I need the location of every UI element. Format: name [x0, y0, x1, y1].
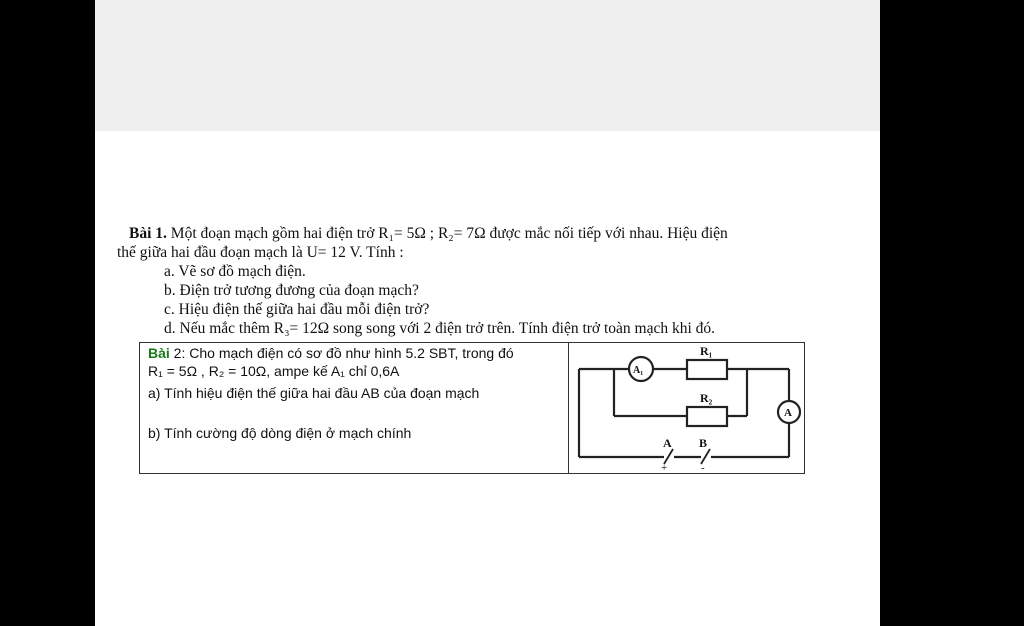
terminal-b-label: B	[699, 436, 708, 450]
exercise-1-label: Bài 1.	[129, 225, 167, 242]
exercise-1	[117, 224, 817, 338]
r1-label: R₁	[700, 344, 713, 358]
ammeter-a-label: A	[784, 407, 792, 419]
exercise-1-item-b: b. Điện trở tương đương của đoạn mạch?	[164, 282, 419, 299]
terminal-a-label: A	[663, 436, 672, 450]
minus-sign: -	[701, 462, 705, 473]
resistor-r2	[687, 407, 727, 426]
exercise-2-text	[140, 343, 569, 473]
exercise-1-item-a: a. Vẽ sơ đồ mạch điện.	[164, 263, 306, 280]
resistor-r1	[687, 360, 727, 379]
gray-header-band	[95, 0, 880, 131]
exercise-1-item-c: c. Hiệu điện thế giữa hai đầu mỗi điện trở?	[164, 301, 430, 318]
exercise-1-line-2: thế giữa hai đầu đoạn mạch là U= 12 V. Tính :	[117, 244, 404, 261]
plus-sign: +	[661, 462, 668, 473]
r2-label: R₂	[700, 391, 713, 405]
exercise-2-part-a: a) Tính hiệu điện thế giữa hai đầu AB của đoạn mạch	[148, 385, 480, 401]
exercise-1-statement: Một đoạn mạch gồm hai điện trở R₁= 5Ω ; R₂= 7Ω được mắc nối tiếp với nhau. Hiệu điện	[170, 225, 728, 242]
exercise-2-part-b: b) Tính cường độ dòng điện ở mạch chính	[148, 425, 412, 441]
exercise-2-line-2: R₁ = 5Ω , R₂ = 10Ω, ampe kế A₁ chỉ 0,6A	[148, 363, 400, 379]
exercise-2-title: Bài	[148, 345, 170, 361]
exercise-2-intro: 2: Cho mạch điện có sơ đồ như hình 5.2 SBT, trong đó	[169, 345, 514, 361]
exercise-2-box	[139, 342, 805, 474]
exercise-2-line-1	[148, 345, 514, 361]
circuit-diagram	[569, 343, 805, 473]
ammeter-a1-label: A₁	[633, 365, 644, 376]
exercise-1-line-1	[117, 224, 817, 243]
exercise-1-item-d: d. Nếu mắc thêm R₃= 12Ω song song với 2 điện trở trên. Tính điện trở toàn mạch khi đó.	[164, 320, 716, 337]
document-page	[95, 0, 880, 626]
